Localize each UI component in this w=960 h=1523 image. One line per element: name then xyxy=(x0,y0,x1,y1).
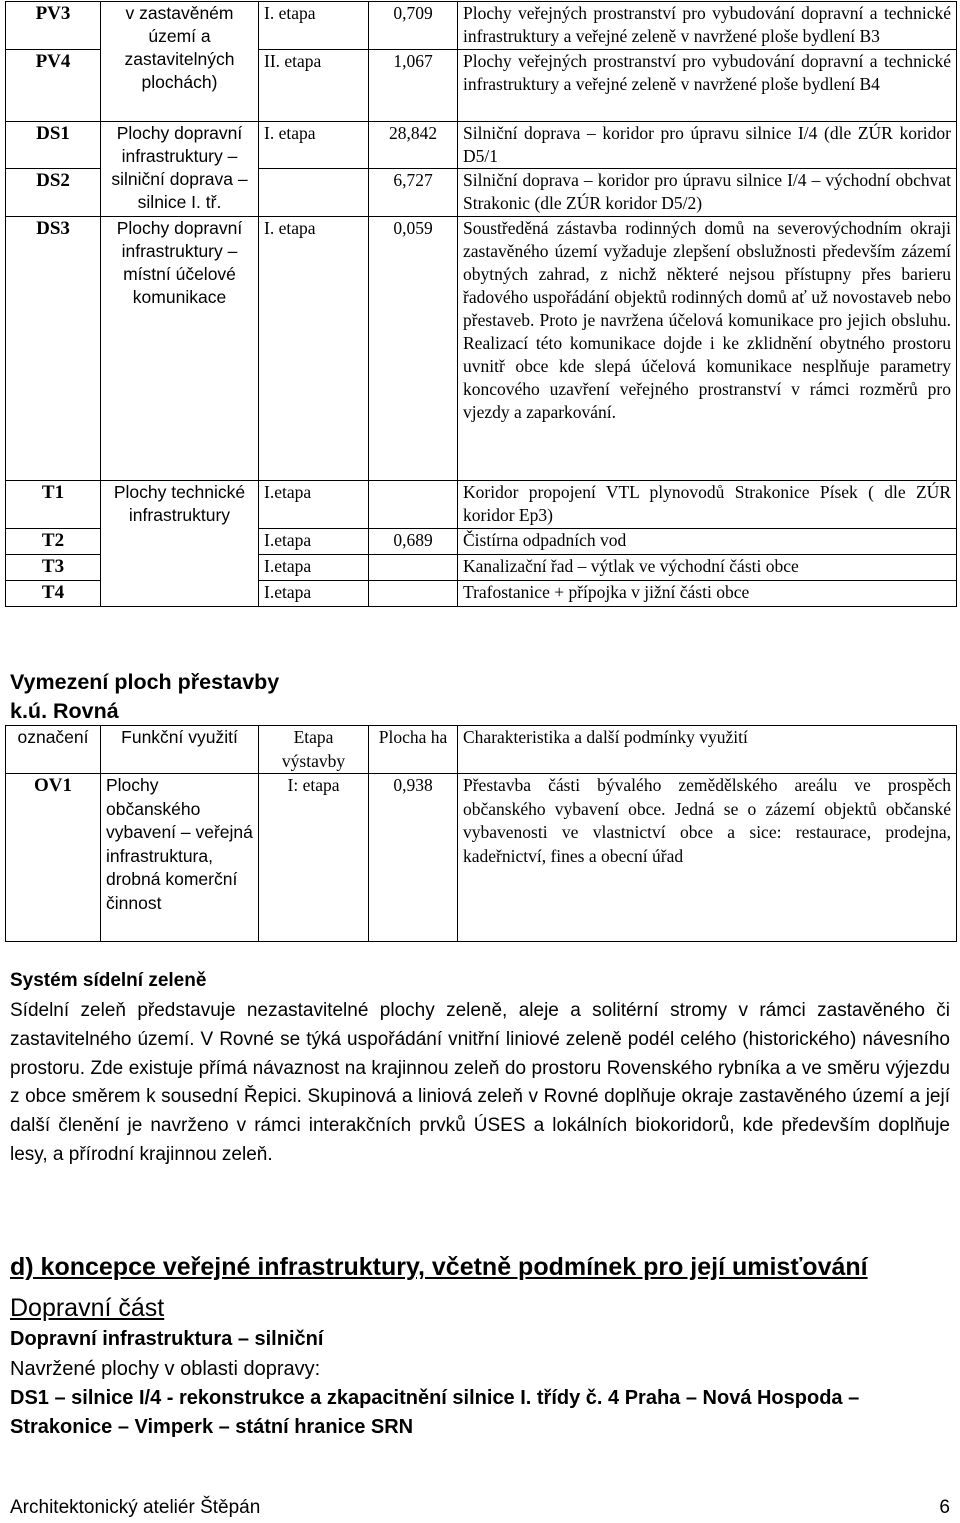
row-stage: I.etapa xyxy=(259,481,369,529)
row-area xyxy=(369,555,458,581)
row-desc: Plochy veřejných prostranství pro vybudování dopravní a technické infrastruktury a veřejné zeleně v navržené ploše bydlení B4 xyxy=(458,50,957,122)
row-area: 0,059 xyxy=(369,217,458,481)
row-function: Plochy technické infrastruktury xyxy=(101,481,259,607)
transport-line: Dopravní infrastruktura – silniční xyxy=(10,1328,324,1350)
row-code: T1 xyxy=(6,481,101,529)
green-paragraph: Sídelní zeleň představuje nezastavitelné plochy zeleně, aleje a solitérní stromy v rámci zastavěného či zastavitelného území. V Rovné se týká uspořádání vnitřní liniové zeleně podél celého (historického) návesního prostoru. Zde existuje přímá návaznost na krajinnou zeleň do prostoru Rovenského rybníka a ve směru výjezdu z obce směrem k sousední Řepici. Skupinová a liniová zeleň v Rovné doplňuje okraje zastavěného území a její další členění je navrženo v rámci interakčních prvků ÚSES a lokálních biokoridorů, kde především doplňuje lesy, a přírodní krajinnou zeleň. xyxy=(10,1000,950,1165)
row-function: Plochy dopravní infrastruktury – silniční doprava – silnice I. tř. xyxy=(101,122,259,217)
row-stage: I. etapa xyxy=(259,122,369,169)
row-stage: II. etapa xyxy=(259,50,369,122)
table-row xyxy=(6,774,957,942)
row-code: T2 xyxy=(6,529,101,555)
rebuild-table xyxy=(5,725,957,942)
row-desc: Silniční doprava – koridor pro úpravu silnice I/4 – východní obchvat Strakonic (dle ZÚR koridor D5/2) xyxy=(458,169,957,217)
row-function: v zastavěném území a zastavitelných plochách) xyxy=(101,2,259,122)
row-stage: I. etapa xyxy=(259,217,369,481)
row-code: PV3 xyxy=(6,2,101,50)
row-area: 1,067 xyxy=(369,50,458,122)
header-stage: Etapa výstavby xyxy=(259,726,369,774)
row-desc: Soustředěná zástavba rodinných domů na severovýchodním okraji zastavěného území vyžaduje zlepšení obslužnosti především zázemí obytných zahrad, z nichž některé nejsou přístupny přes barieru řadového uspořádání objektů rodinných domů ať už novostaveb nebo přestaveb. Proto je navržena účelová komunikace pro jejich obsluhu. Realizací této komunikace dojde i ke zklidnění obytného prostoru uvnitř obce kde slepá účelová komunikace nesplňuje parametry koncového uzavření veřejného prostranství v rámci rozměrů pro vjezdy a zaparkování. xyxy=(458,217,957,481)
table-row xyxy=(6,217,957,481)
concept-subheading: Dopravní část xyxy=(10,1294,165,1322)
header-function: Funkční využití xyxy=(101,726,259,774)
table-row xyxy=(6,122,957,169)
row-area xyxy=(369,481,458,529)
row-code: OV1 xyxy=(6,774,101,942)
header-desc: Charakteristika a další podmínky využití xyxy=(458,726,957,774)
ds1-line: DS1 – silnice I/4 - rekonstrukce a zkapacitnění silnice I. třídy č. 4 Praha – Nová Hospoda – Strakonice – Vimperk – státní hranice SRN xyxy=(10,1387,860,1438)
row-stage: I: etapa xyxy=(259,774,369,942)
table-row xyxy=(6,481,957,529)
section-title: Vymezení ploch přestavby xyxy=(10,670,280,694)
row-stage: I.etapa xyxy=(259,581,369,607)
row-desc: Plochy veřejných prostranství pro vybudování dopravní a technické infrastruktury a veřejné zeleně v navržené ploše bydlení B3 xyxy=(458,2,957,50)
header-code: označení xyxy=(6,726,101,774)
row-area: 0,938 xyxy=(369,774,458,942)
proposed-line: Navržené plochy v oblasti dopravy: xyxy=(10,1358,321,1380)
concept-heading: d) koncepce veřejné infrastruktury, včetně podmínek pro její umisťování xyxy=(10,1253,868,1281)
row-area: 6,727 xyxy=(369,169,458,217)
row-stage xyxy=(259,169,369,217)
header-area: Plocha ha xyxy=(369,726,458,774)
footer-author: Architektonický ateliér Štěpán xyxy=(10,1497,261,1518)
row-code: T4 xyxy=(6,581,101,607)
row-desc: Kanalizační řad – výtlak ve východní části obce xyxy=(458,555,957,581)
row-desc: Koridor propojení VTL plynovodů Strakonice Písek ( dle ZÚR koridor Ep3) xyxy=(458,481,957,529)
table-header-row xyxy=(6,726,957,774)
row-stage: I.etapa xyxy=(259,555,369,581)
row-function: Plochy dopravní infrastruktury – místní účelové komunikace xyxy=(101,217,259,481)
page-footer xyxy=(10,1497,950,1519)
row-code: DS3 xyxy=(6,217,101,481)
row-code: DS2 xyxy=(6,169,101,217)
row-function: Plochy občanského vybavení – veřejná infrastruktura, drobná komerční činnost xyxy=(101,774,259,942)
green-title: Systém sídelní zeleně xyxy=(10,970,207,991)
row-stage: I. etapa xyxy=(259,2,369,50)
row-desc: Silniční doprava – koridor pro úpravu silnice I/4 (dle ZÚR koridor D5/1 xyxy=(458,122,957,169)
row-code: T3 xyxy=(6,555,101,581)
page-number: 6 xyxy=(939,1497,950,1518)
row-area: 0,689 xyxy=(369,529,458,555)
plots-table xyxy=(5,1,957,607)
row-desc: Trafostanice + přípojka v jižní části obce xyxy=(458,581,957,607)
section-subtitle: k.ú. Rovná xyxy=(10,699,119,723)
row-area xyxy=(369,581,458,607)
row-code: PV4 xyxy=(6,50,101,122)
row-desc: Čistírna odpadních vod xyxy=(458,529,957,555)
row-stage: I.etapa xyxy=(259,529,369,555)
row-desc: Přestavba části bývalého zemědělského areálu ve prospěch občanského vybavení obce. Jedná se o zázemí objektů občanské vybavenosti ve vlastnictví obce a sice: restaurace, prodejna, kadeřnictví, fines a obecní úřad xyxy=(458,774,957,942)
row-area: 0,709 xyxy=(369,2,458,50)
row-code: DS1 xyxy=(6,122,101,169)
table-row xyxy=(6,2,957,50)
row-area: 28,842 xyxy=(369,122,458,169)
